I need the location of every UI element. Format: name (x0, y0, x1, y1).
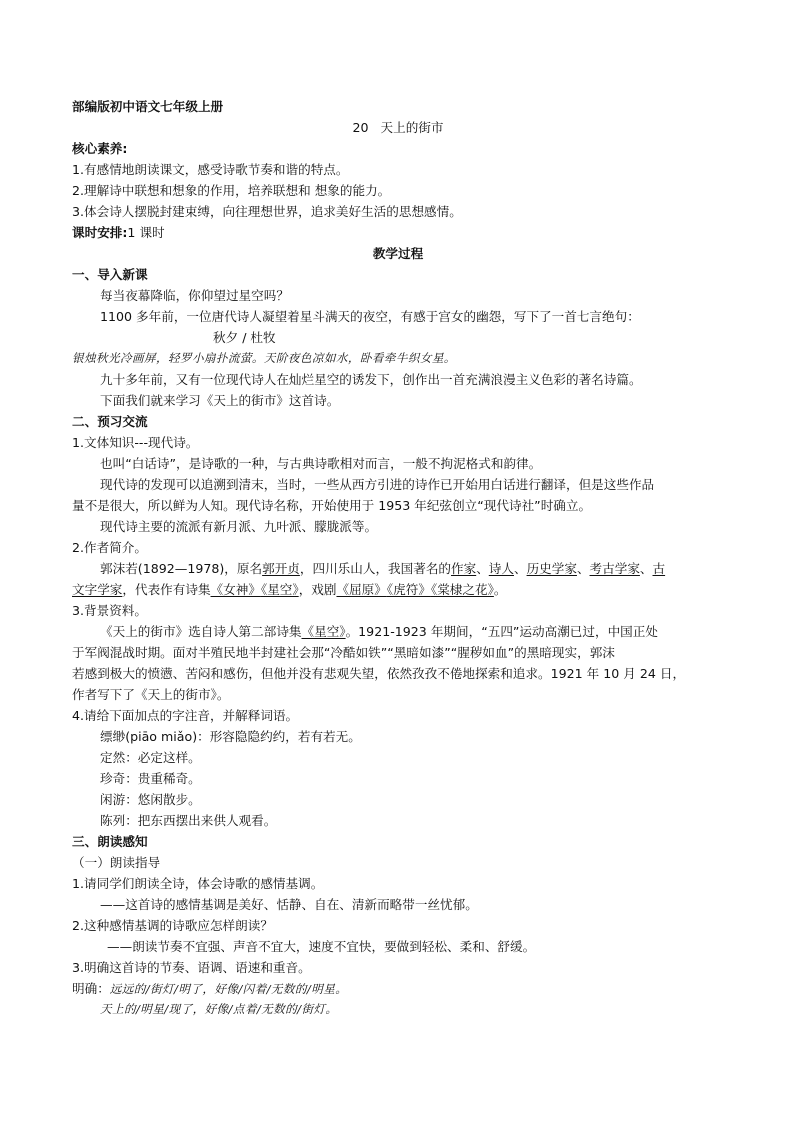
paragraph: 现代诗的发现可以追溯到清末，当时，一些从西方引进的诗作已开始用白话进行翻译，但是这些作品 (100, 477, 655, 492)
paragraph: 量不是很大，所以鲜为人知。现代诗名称，开始使用于 1953 年纪弦创立“现代诗社”时确立。 (72, 498, 592, 513)
subheading: 2.作者简介。 (72, 540, 147, 555)
text-run: 。 (493, 582, 507, 597)
work-title: 《棠棣之花》 (430, 582, 494, 597)
author-works-line (72, 579, 724, 600)
rhythm-line (72, 978, 724, 999)
text-run: ，戏剧 (298, 582, 337, 597)
lesson-number: 20 (352, 120, 369, 135)
word-item: 定然：必定这样。 (100, 750, 201, 765)
background-line (100, 621, 724, 642)
lesson-title: 天上的街市 (380, 120, 444, 135)
paragraph: 若感到极大的愤懑、苦闷和感伤，但他并没有悲观失望，依然孜孜不倦地探索和追求。1921 年 10 月 24 日， (72, 666, 686, 681)
word-item: 陈列：把东西摆出来供人观看。 (100, 813, 277, 828)
author-name: 郭沫若 (100, 561, 138, 576)
text-run: 《天上的街市》选自诗人第二部诗集 (100, 624, 302, 639)
text-run: ，四川乐山人，我国著名的 (299, 561, 451, 576)
subheading: 4.请给下面加点的字注音，并解释词语。 (72, 708, 299, 723)
subheading: （一）朗读指导 (72, 855, 161, 870)
paragraph: 现代诗主要的流派有新月派、九叶派、朦胧派等。 (100, 519, 378, 534)
answer: ——这首诗的感情基调是美好、恬静、自在、清新而略带一丝忧郁。 (100, 897, 478, 912)
section-heading: 二、预习交流 (72, 414, 148, 429)
role-link: 诗人 (488, 561, 514, 576)
text-run: ，代表作有诗集 (122, 582, 211, 597)
work-title: 《虎符》 (386, 582, 431, 597)
work-title: 《星空》 (301, 624, 346, 639)
section-heading: 一、导入新课 (72, 267, 148, 282)
schedule-label: 课时安排: (72, 225, 128, 240)
paragraph: 也叫“白话诗”，是诗歌的一种，与古典诗歌相对而言，一般不拘泥格式和韵律。 (100, 456, 542, 471)
paragraph: 作者写下了《天上的街市》。 (72, 687, 230, 702)
schedule-line (72, 222, 724, 243)
rhythm-text: 远远的/街灯/明了，好像/闪着/无数的/明星。 (109, 982, 348, 996)
role-link: 历史学家 (526, 561, 577, 576)
text-run: 、 (476, 561, 489, 576)
question: 3.明确这首诗的节奏、语调、语速和重音。 (72, 960, 311, 975)
role-link: 考古学家 (589, 561, 640, 576)
process-heading: 教学过程 (372, 246, 424, 261)
poem-text: 银烛秋光冷画屏，轻罗小扇扑流萤。天阶夜色凉如水，卧看牵牛织女星。 (72, 351, 456, 365)
paragraph: 九十多年前，又有一位现代诗人在灿烂星空的诱发下，创作出一首充满浪漫主义色彩的著名诗篇。 (100, 372, 642, 387)
paragraph: 1100 多年前，一位唐代诗人凝望着星斗满天的夜空，有感于宫女的幽怨，写下了一首七言绝句： (100, 309, 640, 324)
text-run: 、 (639, 561, 653, 576)
text-run: 、 (513, 561, 527, 576)
section-heading: 三、朗读感知 (72, 834, 148, 849)
series-title: 部编版初中语文七年级上册 (72, 99, 224, 114)
paragraph: 每当夜幕降临，你仰望过星空吗？ (100, 288, 289, 303)
role-link: 作家 (451, 561, 477, 576)
rhythm-text: 天上的/明星/现了，好像/点着/无数的/街灯。 (100, 1002, 338, 1016)
question: 2.这种感情基调的诗歌应怎样朗读？ (72, 918, 273, 933)
work-title: 《星空》 (260, 582, 299, 597)
paragraph: 于军阀混战时期。面对半殖民地半封建社会那“冷酷如铁”“黑暗如漆”“腥秽如血”的黑暗现实，郭沫 (72, 645, 615, 660)
work-title: 《女神》 (210, 582, 261, 597)
text-run: 、 (576, 561, 590, 576)
work-title: 《屈原》 (336, 582, 387, 597)
subheading: 1.文体知识---现代诗。 (72, 435, 199, 450)
author-years: (1892—1978)，原名 (137, 561, 263, 576)
role-link: 古 (652, 561, 666, 576)
author-original-name: 郭开贞 (262, 561, 300, 576)
answer: ——朗读节奏不宜强、声音不宜大，速度不宜快，要做到轻松、柔和、舒缓。 (107, 939, 536, 954)
author-intro-line (100, 558, 724, 579)
literacy-heading: 核心素养: (72, 141, 128, 156)
word-item: 闲游：悠闲散步。 (100, 792, 201, 807)
role-link: 文字学家 (72, 582, 123, 597)
answer-label: 明确： (72, 981, 110, 996)
literacy-item: 1.有感情地朗读课文，感受诗歌节奏和谐的特点。 (72, 162, 349, 177)
text-run: 。1921-1923 年期间，“五四”运动高潮已过，中国正处 (345, 624, 658, 639)
schedule-value: 1 课时 (127, 225, 165, 240)
literacy-item: 3.体会诗人摆脱封建束缚，向往理想世界，追求美好生活的思想感情。 (72, 204, 462, 219)
question: 1.请同学们朗读全诗，体会诗歌的感情基调。 (72, 876, 324, 891)
word-item: 珍奇：贵重稀奇。 (100, 771, 201, 786)
poem-title: 秋夕 / 杜牧 (213, 330, 276, 345)
paragraph: 下面我们就来学习《天上的街市》这首诗。 (100, 393, 340, 408)
subheading: 3.背景资料。 (72, 603, 147, 618)
word-item: 缥缈(piāo miǎo)：形容隐隐约约，若有若无。 (100, 729, 361, 744)
lesson-title-line (72, 117, 724, 138)
literacy-item: 2.理解诗中联想和想象的作用，培养联想和 想象的能力。 (72, 183, 391, 198)
